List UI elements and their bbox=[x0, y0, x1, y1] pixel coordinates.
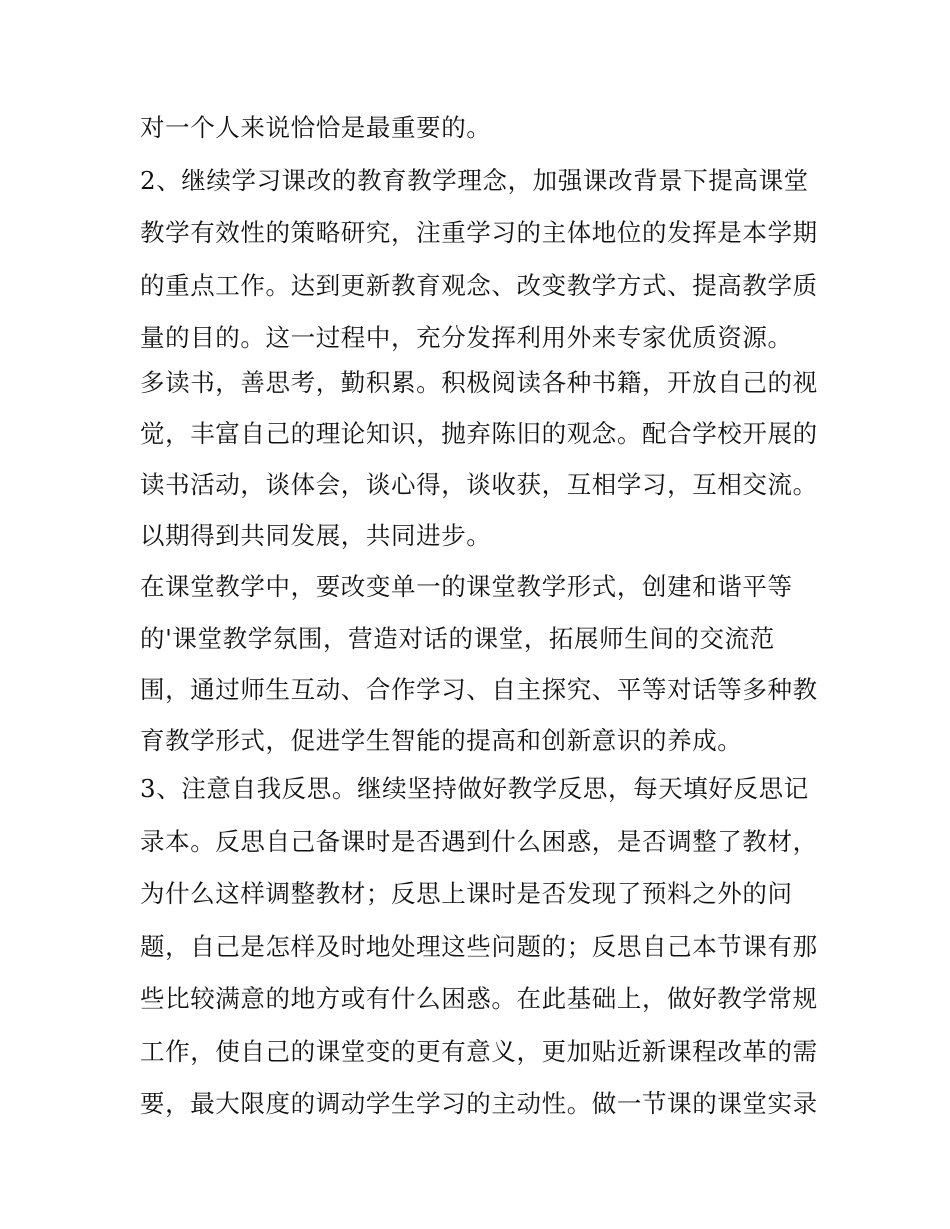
text-line: 围，通过师生互动、合作学习、自主探究、平等对话等多种教 bbox=[140, 675, 818, 704]
text-line: 在课堂教学中，要改变单一的课堂教学形式，创建和谐平等 bbox=[140, 572, 793, 601]
text-line: 觉，丰富自己的理论知识，抛弃陈旧的观念。配合学校开展的 bbox=[140, 419, 818, 448]
text-line: 3、注意自我反思。继续坚持做好教学反思，每天填好反思记 bbox=[140, 774, 809, 803]
text-line: 量的目的。这一过程中，充分发挥利用外来专家优质资源。 bbox=[140, 323, 793, 352]
text-line: 的重点工作。达到更新教育观念、改变教学方式、提高教学质 bbox=[140, 271, 818, 300]
text-line: 以期得到共同发展，共同进步。 bbox=[140, 521, 492, 550]
text-line: 多读书，善思考，勤积累。积极阅读各种书籍，开放自己的视 bbox=[140, 368, 818, 397]
text-line: 要，最大限度的调动学生学习的主动性。做一节课的课堂实录 bbox=[140, 1089, 818, 1118]
text-line: 些比较满意的地方或有什么困惑。在此基础上，做好教学常规 bbox=[140, 984, 818, 1013]
text-line: 读书活动，谈体会，谈心得，谈收获，互相学习，互相交流。 bbox=[140, 470, 818, 499]
text-line: 工作，使自己的课堂变的更有意义，更加贴近新课程改革的需 bbox=[140, 1037, 818, 1066]
text-line: 题，自己是怎样及时地处理这些问题的；反思自己本节课有那 bbox=[140, 932, 818, 961]
text-line: 录本。反思自己备课时是否遇到什么困惑，是否调整了教材， bbox=[140, 827, 818, 856]
text-line: 2、继续学习课改的教育教学理念，加强课改背景下提高课堂 bbox=[140, 166, 809, 195]
text-line: 教学有效性的策略研究，注重学习的主体地位的发挥是本学期 bbox=[140, 218, 818, 247]
text-line: 对一个人来说恰恰是最重要的。 bbox=[140, 113, 492, 142]
text-line: 的'课堂教学氛围，营造对话的课堂，拓展师生间的交流范 bbox=[140, 624, 775, 653]
text-line: 育教学形式，促进学生智能的提高和创新意识的养成。 bbox=[140, 726, 743, 755]
text-line: 为什么这样调整教材；反思上课时是否发现了预料之外的问 bbox=[140, 879, 793, 908]
